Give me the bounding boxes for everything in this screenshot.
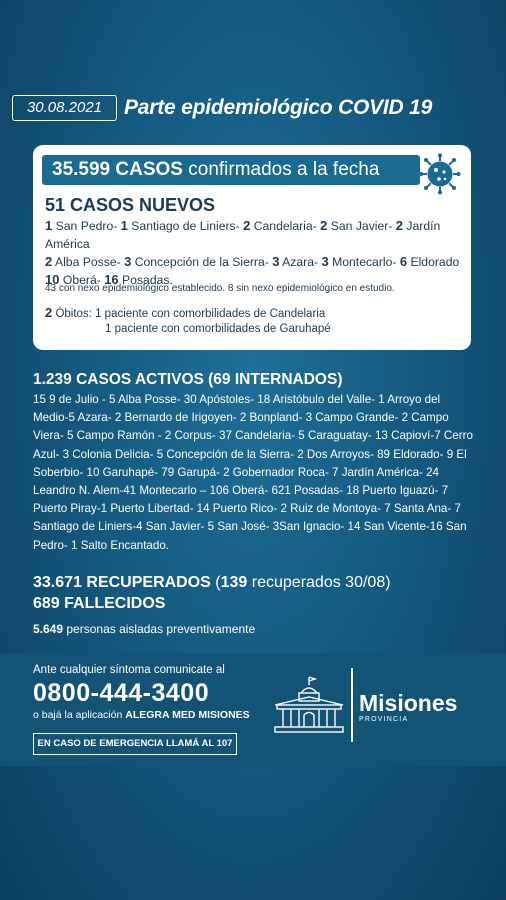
report-date: 30.08.2021 (12, 95, 117, 121)
list-item: 1 San Pedro- (45, 218, 118, 233)
virus-icon (419, 153, 461, 195)
new-cases-title: 51 CASOS NUEVOS (45, 195, 216, 215)
confirmed-cases-label: confirmados a la fecha (188, 159, 380, 180)
nexo-note: 43 con nexo epidemiológico establecido. 8 sin nexo epidemiológico en estudio. (45, 283, 395, 294)
logo-subtitle: PROVINCIA (359, 716, 409, 723)
isolated-number: 5.649 (33, 622, 64, 636)
list-item: 10 Oberá- (45, 272, 101, 287)
app-name: ALEGRA MED MISIONES (125, 709, 250, 721)
recovered-daily-number: 139 (220, 574, 248, 591)
confirmed-cases-number: 35.599 CASOS (52, 159, 183, 180)
list-item: 3 Azara- (272, 254, 319, 269)
deaths-line-1: 1 paciente con comorbilidades de Candelaria (95, 308, 326, 320)
logo-brand: Misiones (359, 690, 458, 716)
hotline-number[interactable]: 0800-444-3400 (33, 679, 210, 707)
government-building-icon (273, 675, 345, 735)
active-cases-title: 1.239 CASOS ACTIVOS (69 INTERNADOS) (33, 371, 343, 388)
list-item: 2 Candelaria- (243, 218, 317, 233)
isolated-text: personas aisladas preventivamente (66, 622, 256, 636)
summary-card (33, 145, 471, 350)
contact-block (33, 662, 263, 722)
new-cases-list (45, 217, 465, 289)
deaths-total: 689 FALLECIDOS (33, 595, 166, 612)
app-line: o bajá la aplicación ALEGRA MED MISIONES (33, 709, 250, 721)
deaths-count: 2 (45, 305, 53, 320)
deaths-line-2: 1 paciente con comorbilidades de Garuhapé (105, 323, 331, 335)
logo (359, 691, 457, 725)
list-item: 2 San Javier- (320, 218, 393, 233)
list-item: 1 Santiago de Liniers- (120, 218, 240, 233)
list-item: 3 Concepción de la Sierra- (124, 254, 269, 269)
isolated-line (33, 622, 255, 636)
confirmed-cases-bar (42, 155, 420, 185)
contact-lead: Ante cualquier síntoma comunicate al (33, 664, 225, 676)
list-item: 3 Montecarlo- (321, 254, 397, 269)
recovered-daily-text: recuperados 30/08 (251, 574, 386, 591)
page-title: Parte epidemiológico COVID 19 (124, 96, 433, 119)
deaths-label: Óbitos: (55, 308, 92, 320)
list-item: 2 Alba Posse- (45, 254, 121, 269)
list-item: 6 Eldorado (399, 254, 460, 269)
emergency-notice: EN CASO DE EMERGENCIA LLAMÁ AL 107 (33, 733, 237, 755)
deaths-section (45, 305, 331, 337)
active-cases-list: 15 9 de Julio - 5 Alba Posse- 30 Apóstoles- 18 Aristóbulo del Valle- 1 Arroyo del Medio-5 Azara- 2 Bernardo de Irigoyen- 2 Bonpland- 3 Campo Grande- 2 Campo Viera- 5 Campo Ramón - 2 Corpus- 37 Candelaria- 5 Caraguatay- 13 Capioví-7 Cerro Azul- 3 Colonia Delicia- 5 Concepción de la Sierra- 2 Dos Arroyos- 89 Eldorado- 9 El Soberbio- 10 Garuhapé- 79 Garupá- 2 Gobernador Roca- 7 Jardín América- 24 Leandro N. Alem-41 Montecarlo – 106 Oberá- 621 Posadas- 18 Puerto Iguazú- 7 Puerto Piray-1 Puerto Libertad- 14 Puerto Rico- 2 Ruiz de Montoya- 7 Santa Ana- 7 Santiago de Liniers-4 San Javier- 5 San José- 3San Ignacio- 14 San Vicente-16 San Pedro- 1 Salto Encantado. (33, 393, 473, 552)
recovered-line: 33.671 RECUPERADOS (139 recuperados 30/08) (33, 574, 391, 591)
recovered-total: 33.671 RECUPERADOS (33, 574, 211, 591)
header (12, 93, 496, 123)
footer-band (0, 653, 506, 766)
list-item: 2 Jardín América (45, 218, 441, 251)
logo-divider (351, 668, 353, 742)
list-item: 16 Posadas. (104, 272, 173, 287)
